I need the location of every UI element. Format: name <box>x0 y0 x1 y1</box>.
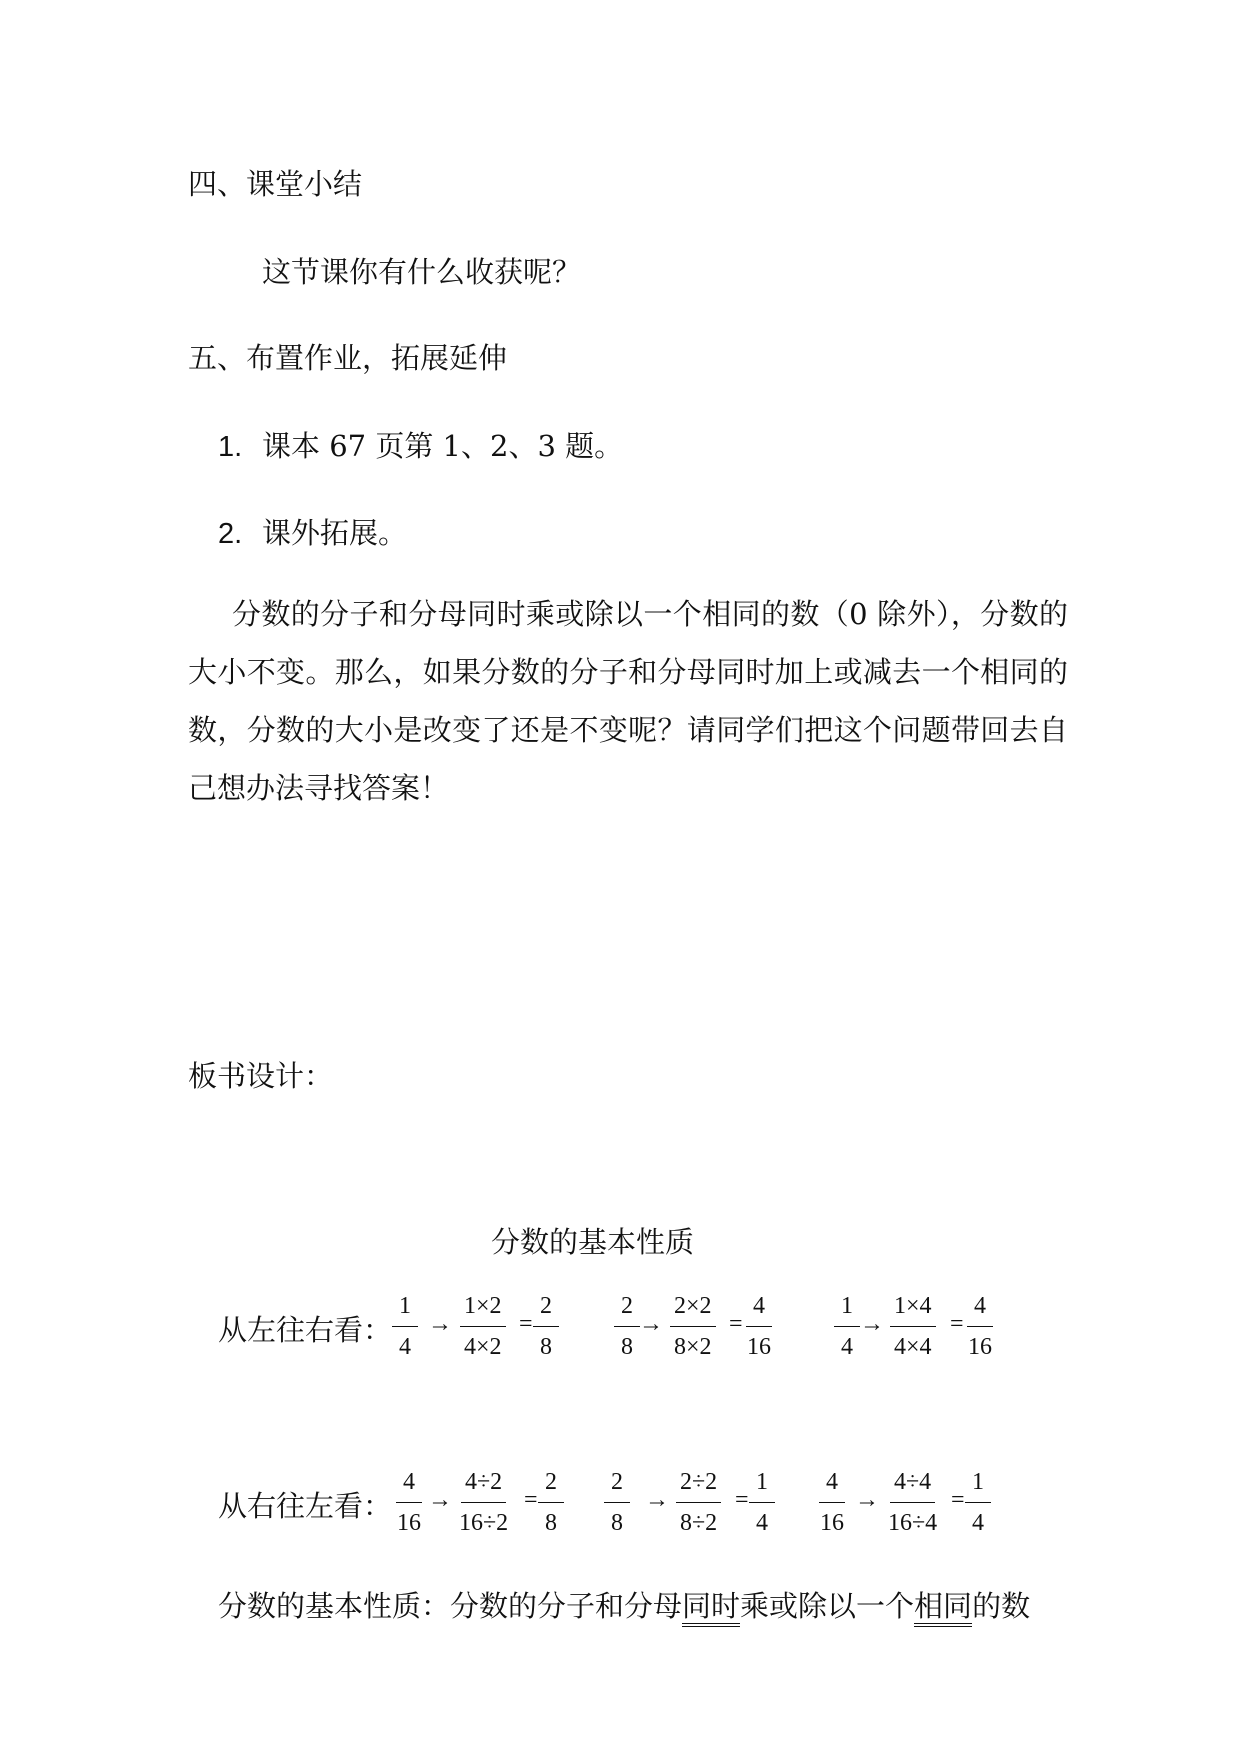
arrow-symbol: → <box>428 1487 452 1513</box>
numerator: 1 <box>749 1464 775 1503</box>
equals-symbol: = <box>519 1311 533 1337</box>
fraction <box>614 1288 640 1361</box>
numerator: 2×2 <box>670 1288 716 1327</box>
numerator: 2 <box>604 1464 630 1503</box>
property-statement <box>218 1588 1030 1624</box>
property-prefix: 分数的基本性质：分数的分子和分母 <box>218 1589 683 1623</box>
arrow-symbol: → <box>855 1487 879 1513</box>
numerator: 2 <box>533 1288 559 1327</box>
fraction <box>816 1464 848 1537</box>
denominator: 16 <box>820 1510 844 1536</box>
fraction <box>964 1288 996 1361</box>
fraction <box>834 1288 860 1361</box>
numerator: 4 <box>967 1288 993 1327</box>
denominator: 4 <box>756 1510 768 1536</box>
extension-paragraph: 分数的分子和分母同时乘或除以一个相同的数（0 除外），分数的大小不变。那么，如果分数的分子和分母同时加上或减去一个相同的数，分数的大小是改变了还是不变呢？请同学们把这个问题带回去自己想办法寻找答案！ <box>188 597 1068 805</box>
reflection-question: 这节课你有什么收获呢？ <box>262 255 582 289</box>
item-text: 课外拓展。 <box>262 516 408 550</box>
numerator: 4÷4 <box>890 1464 935 1503</box>
item-number: 2. <box>218 518 243 550</box>
property-middle: 乘或除以一个 <box>740 1589 915 1623</box>
denominator: 16÷2 <box>459 1510 509 1536</box>
equals-symbol: = <box>524 1487 538 1513</box>
denominator: 16 <box>747 1334 771 1360</box>
fraction <box>455 1464 512 1537</box>
numerator: 1×2 <box>460 1288 506 1327</box>
fraction <box>670 1288 716 1361</box>
fraction <box>890 1288 936 1361</box>
denominator: 8 <box>611 1510 623 1536</box>
numerator: 4 <box>819 1464 845 1503</box>
property-suffix: 的数 <box>972 1589 1031 1623</box>
fraction <box>533 1288 559 1361</box>
numerator: 1 <box>834 1288 860 1327</box>
fraction <box>676 1464 721 1537</box>
fraction <box>538 1464 564 1537</box>
homework-item <box>218 515 407 552</box>
denominator: 8 <box>545 1510 557 1536</box>
underlined-term-simultaneously: 同时 <box>682 1589 740 1627</box>
item-text: 课本 67 页第 1、2、3 题。 <box>262 429 624 463</box>
numerator: 4÷2 <box>461 1464 506 1503</box>
numerator: 4 <box>396 1464 422 1503</box>
denominator: 16 <box>397 1510 421 1536</box>
equals-symbol: = <box>735 1487 749 1513</box>
equals-symbol: = <box>951 1487 965 1513</box>
section-4-heading: 四、课堂小结 <box>188 167 363 201</box>
row-label: 从右往左看： <box>218 1489 393 1523</box>
fraction <box>604 1464 630 1537</box>
arrow-symbol: → <box>645 1487 669 1513</box>
fraction <box>884 1464 941 1537</box>
fraction <box>392 1288 418 1361</box>
arrow-symbol: → <box>428 1311 452 1337</box>
numerator: 2 <box>614 1288 640 1327</box>
equals-symbol: = <box>950 1311 964 1337</box>
fraction <box>743 1288 775 1361</box>
underlined-term-same: 相同 <box>914 1589 972 1627</box>
equals-symbol: = <box>729 1311 743 1337</box>
denominator: 4 <box>399 1334 411 1360</box>
numerator: 2÷2 <box>676 1464 721 1503</box>
board-title: 分数的基本性质 <box>491 1225 695 1259</box>
denominator: 8÷2 <box>680 1510 718 1536</box>
fraction <box>393 1464 425 1537</box>
item-number: 1. <box>218 431 243 463</box>
denominator: 8×2 <box>674 1334 712 1360</box>
section-5-heading: 五、布置作业，拓展延伸 <box>188 341 508 375</box>
denominator: 4 <box>841 1334 853 1360</box>
numerator: 1 <box>392 1288 418 1327</box>
homework-item <box>218 428 623 465</box>
numerator: 4 <box>746 1288 772 1327</box>
numerator: 1 <box>965 1464 991 1503</box>
denominator: 4 <box>972 1510 984 1536</box>
arrow-symbol: → <box>860 1311 884 1337</box>
denominator: 16 <box>968 1334 992 1360</box>
denominator: 4×2 <box>464 1334 502 1360</box>
denominator: 8 <box>621 1334 633 1360</box>
denominator: 4×4 <box>894 1334 932 1360</box>
arrow-symbol: → <box>639 1311 663 1337</box>
fraction <box>460 1288 506 1361</box>
row-label: 从左往右看： <box>218 1313 393 1347</box>
board-design-label: 板书设计： <box>188 1059 334 1093</box>
denominator: 8 <box>540 1334 552 1360</box>
numerator: 1×4 <box>890 1288 936 1327</box>
denominator: 16÷4 <box>888 1510 938 1536</box>
fraction <box>749 1464 775 1537</box>
fraction <box>965 1464 991 1537</box>
numerator: 2 <box>538 1464 564 1503</box>
